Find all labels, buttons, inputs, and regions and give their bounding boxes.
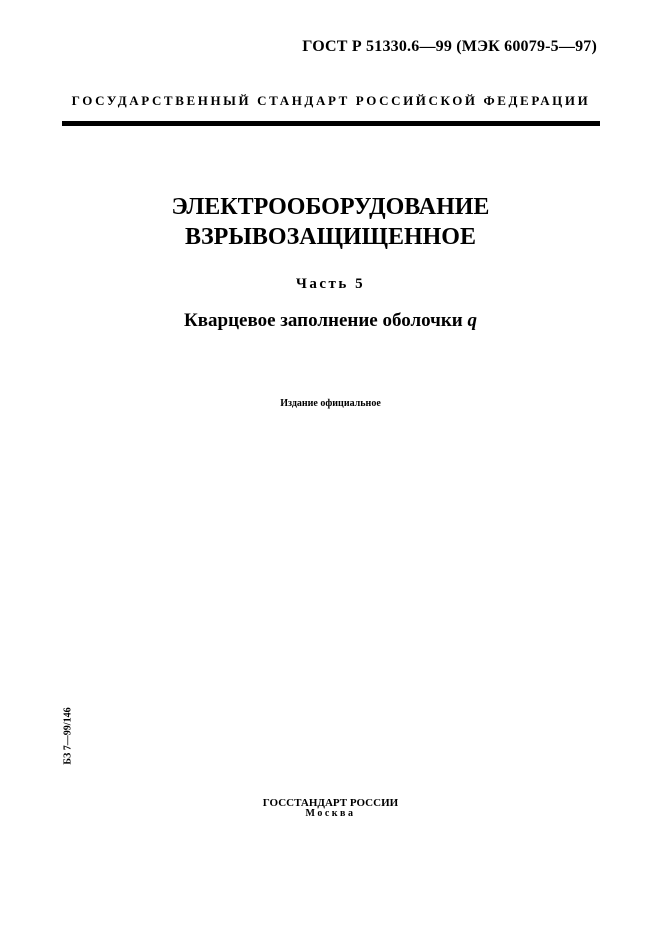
document-title — [0, 192, 661, 252]
subtitle-text: Кварцевое заполнение оболочки — [183, 310, 463, 331]
publisher-name: ГОССТАНДАРТ РОССИИ — [262, 797, 399, 809]
part-number: Часть 5 — [295, 276, 366, 292]
side-catalog-code: БЗ 7—99/146 — [62, 707, 74, 765]
title-line-1: ЭЛЕКТРООБОРУДОВАНИЕ — [171, 194, 490, 220]
document-subtitle — [0, 310, 661, 332]
document-number: ГОСТ Р 51330.6—99 (МЭК 60079-5—97) — [302, 38, 597, 55]
title-line-2: ВЗРЫВОЗАЩИЩЕННОЕ — [185, 224, 476, 250]
edition-note: Издание официальное — [280, 398, 381, 409]
header-rule — [62, 121, 600, 126]
publisher-city: Москва — [305, 808, 356, 819]
state-standard-heading: ГОСУДАРСТВЕННЫЙ СТАНДАРТ РОССИЙСКОЙ ФЕДЕРАЦИИ — [71, 93, 591, 108]
subtitle-symbol: q — [467, 310, 478, 331]
